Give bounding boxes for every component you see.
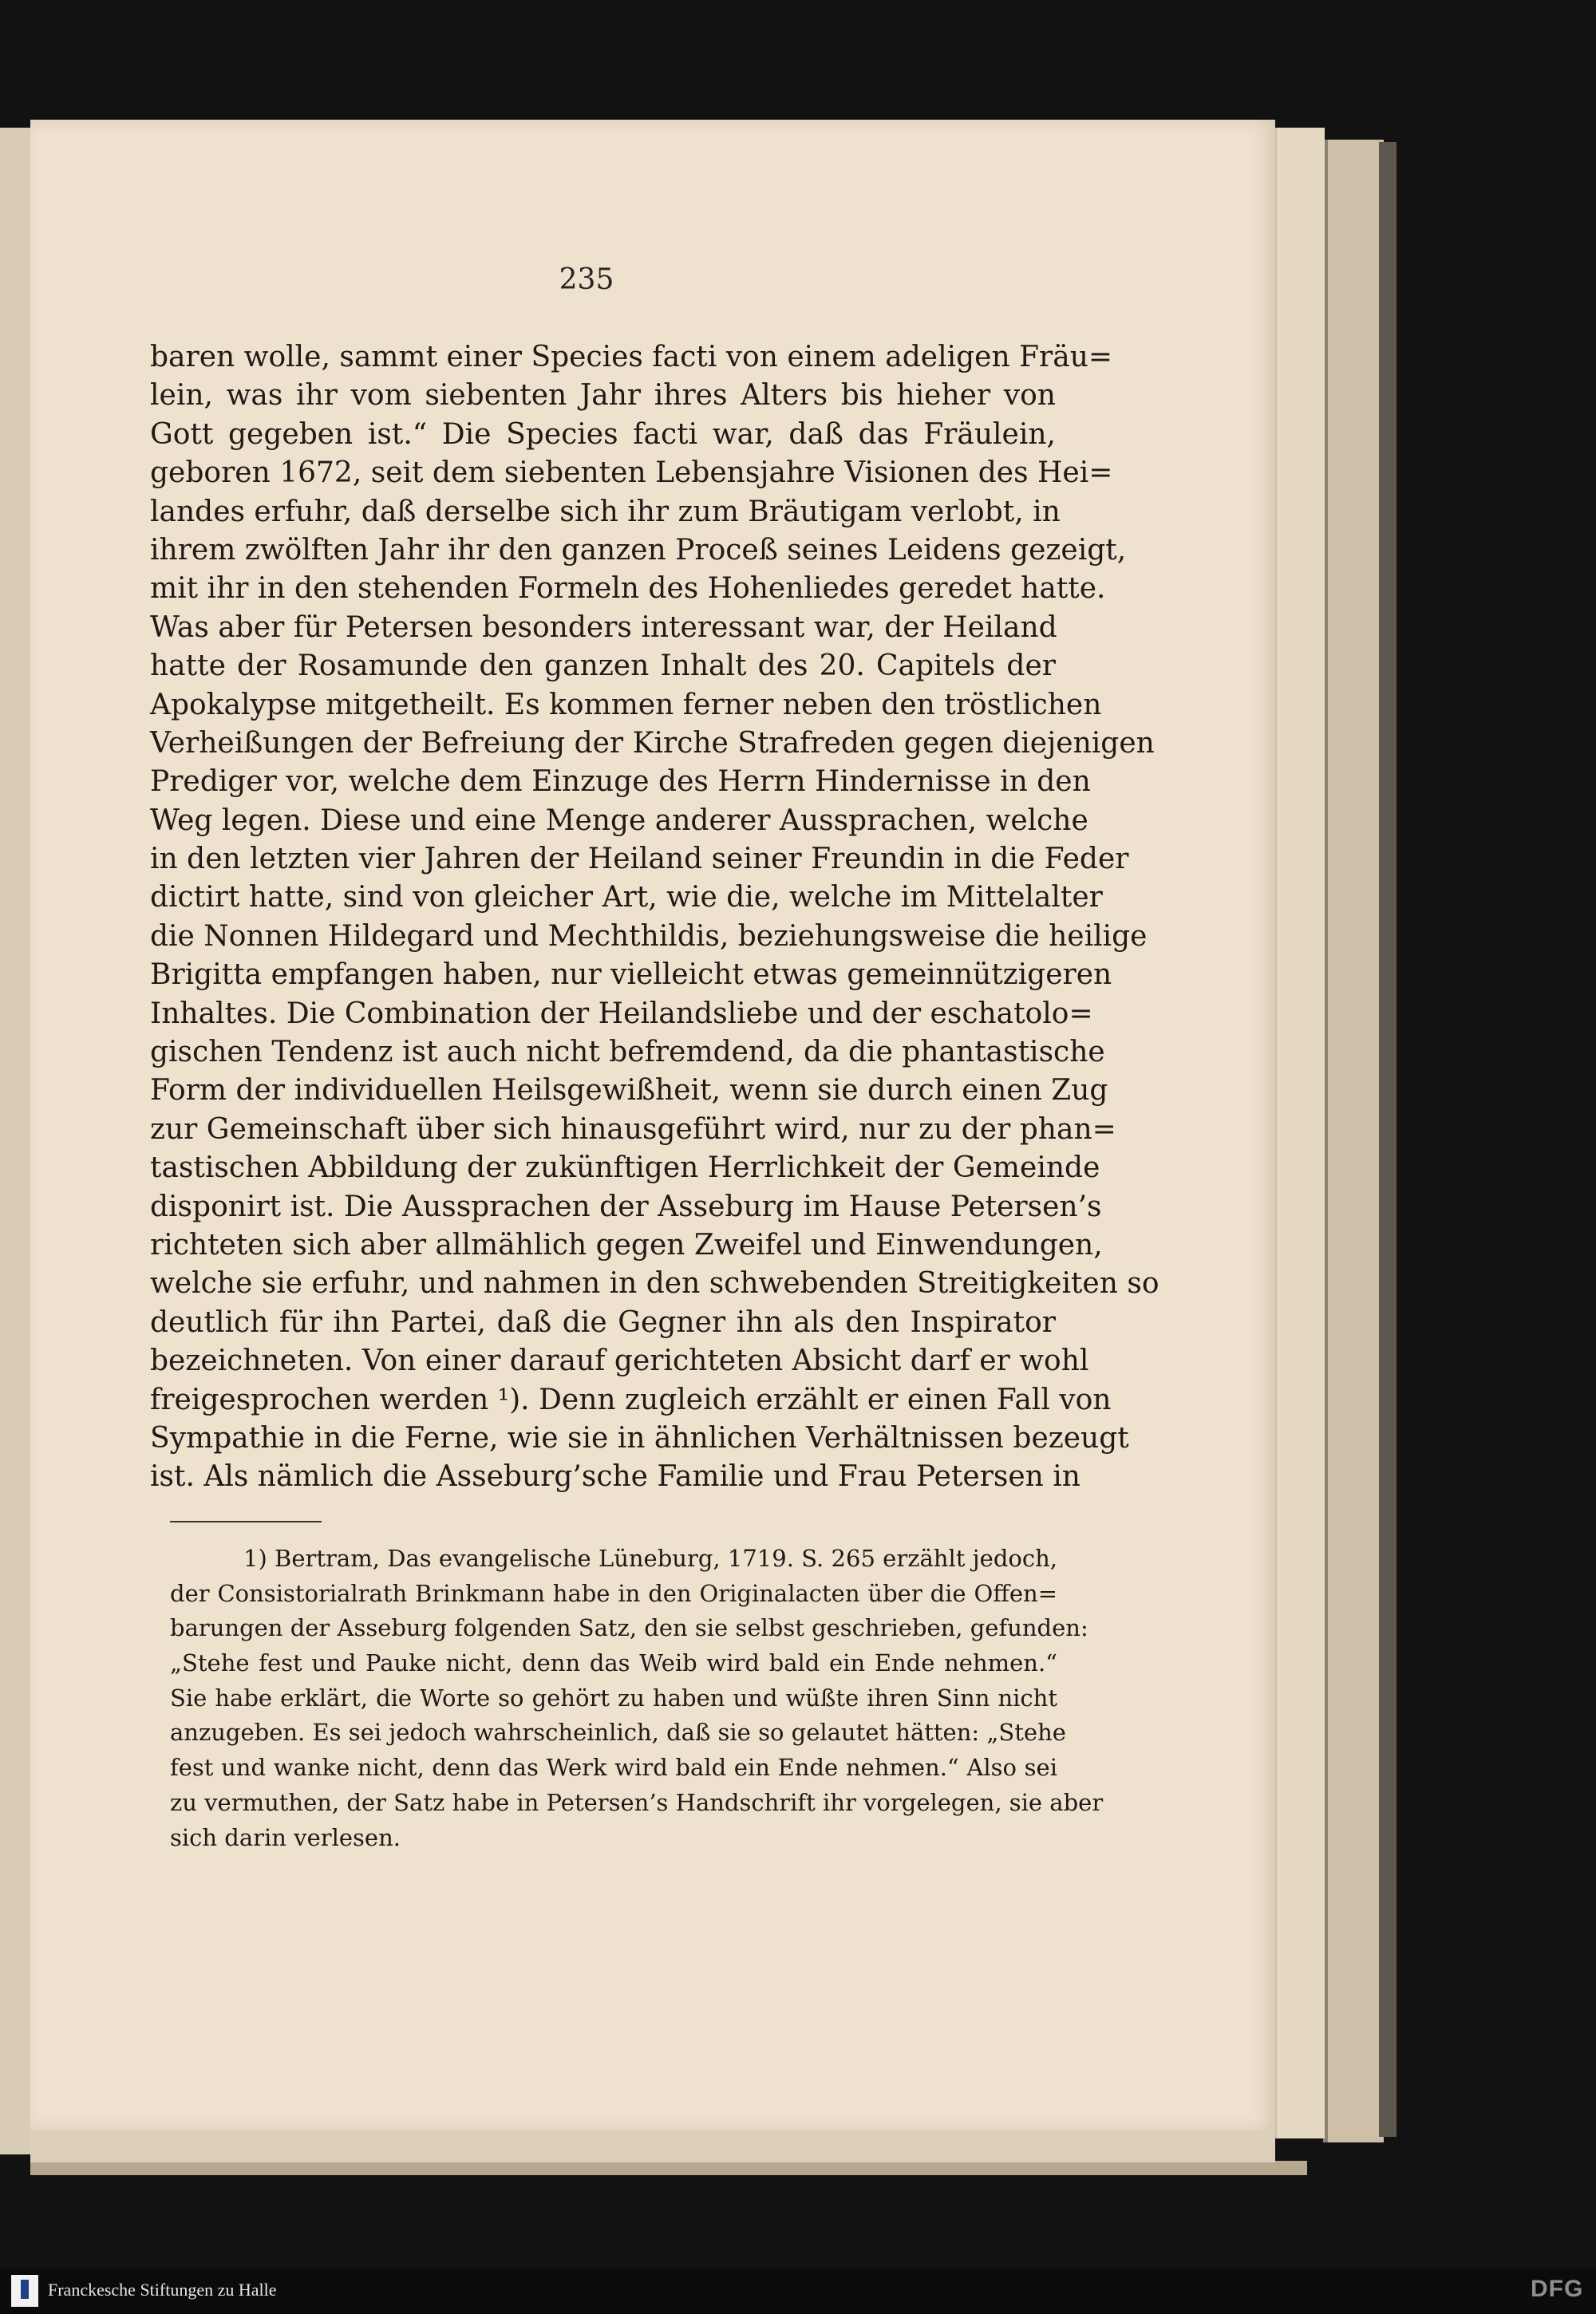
body-line: disponirt ist. Die Aussprachen der Asseburg im Hause Petersen’s — [150, 1190, 1102, 1223]
body-line: Apokalypse mitgetheilt. Es kommen ferner neben den tröstlichen — [150, 688, 1102, 721]
body-line: bezeichneten. Von einer darauf gerichteten Absicht darf er wohl — [150, 1345, 1089, 1378]
body-line: zur Gemeinschaft über sich hinausgeführt wird, nur zu der phan= — [150, 1112, 1116, 1146]
footnote-line: sich darin verlesen. — [170, 1823, 401, 1851]
footnotes — [170, 1542, 1104, 1855]
footnote-line: der Consistorialrath Brinkmann habe in den Originalacten über die Offen= — [170, 1579, 1057, 1607]
body-line: geboren 1672, seit dem siebenten Lebensjahre Visionen des Hei= — [150, 456, 1113, 490]
body-line: tastischen Abbildung der zukünftigen Herrlichkeit der Gemeinde — [150, 1151, 1100, 1185]
body-line: in den letzten vier Jahren der Heiland seiner Freundin in die Feder — [150, 843, 1129, 876]
footnote-line: anzugeben. Es sei jedoch wahrscheinlich, daß sie so gelautet hätten: „Stehe — [170, 1719, 1066, 1747]
body-line: deutlich für ihn Partei, daß die Gegner ihn als den Inspirator — [150, 1305, 1056, 1339]
body-line: Verheißungen der Befreiung der Kirche Strafreden gegen diejenigen — [150, 726, 1155, 760]
page-stack-edge — [1275, 128, 1325, 2138]
body-line: baren wolle, sammt einer Species facti von einem adeligen Fräu= — [150, 341, 1113, 373]
body-line: Inhaltes. Die Combination der Heilandsliebe und der eschatolo= — [150, 997, 1093, 1030]
footnote-divider — [170, 1521, 322, 1522]
page-number: 235 — [559, 263, 614, 296]
body-line: die Nonnen Hildegard und Mechthildis, beziehungsweise die heilige — [150, 919, 1148, 953]
footnote-line: 1) Bertram, Das evangelische Lüneburg, 1719. S. 265 erzählt jedoch, — [243, 1545, 1057, 1572]
body-line: Brigitta empfangen haben, nur vielleicht etwas gemeinnützigeren — [150, 958, 1112, 992]
left-page-edge — [0, 128, 32, 2154]
body-line: freigesprochen werden ¹). Denn zugleich erzählt er einen Fall von — [150, 1383, 1112, 1416]
book-cover-edge — [1323, 140, 1384, 2142]
body-line: welche sie erfuhr, und nahmen in den schwebenden Streitigkeiten so — [150, 1267, 1159, 1301]
book-spine-shadow — [1379, 142, 1396, 2137]
footnote-line: fest und wanke nicht, denn das Werk wird bald ein Ende nehmen.“ Also sei — [170, 1754, 1057, 1782]
body-text — [150, 338, 1159, 1497]
body-line: dictirt hatte, sind von gleicher Art, wie die, welche im Mittelalter — [150, 881, 1103, 914]
bottom-page-edge — [30, 2129, 1275, 2162]
body-line: Form der individuellen Heilsgewißheit, wenn sie durch einen Zug — [150, 1074, 1108, 1108]
body-line: gischen Tendenz ist auch nicht befremdend, da die phantastische — [150, 1036, 1105, 1069]
body-line: richteten sich aber allmählich gegen Zweifel und Einwendungen, — [150, 1228, 1103, 1262]
dfg-logo: DFG — [1531, 2276, 1584, 2302]
body-line: landes erfuhr, daß derselbe sich ihr zum Bräutigam verlobt, in — [150, 495, 1061, 528]
institution-name: Franckesche Stiftungen zu Halle — [48, 2280, 277, 2300]
bottom-cover-edge — [30, 2161, 1307, 2175]
body-line: Weg legen. Diese und eine Menge anderer Aussprachen, welche — [150, 804, 1088, 837]
body-line: Gott gegeben ist.“ Die Species facti war, daß das Fräulein, — [150, 417, 1056, 451]
footnote-line: barungen der Asseburg folgenden Satz, den sie selbst geschrieben, gefunden: — [170, 1614, 1088, 1642]
institution-logo-icon — [11, 2275, 38, 2307]
body-line: Was aber für Petersen besonders interessant war, der Heiland — [150, 610, 1057, 644]
body-line: Sympathie in die Ferne, wie sie in ähnlichen Verhältnissen bezeugt — [150, 1421, 1129, 1455]
body-line: mit ihr in den stehenden Formeln des Hohenliedes geredet hatte. — [150, 572, 1106, 606]
body-line: ihrem zwölften Jahr ihr den ganzen Proceß seines Leidens gezeigt, — [150, 533, 1127, 567]
footnote-line: „Stehe fest und Pauke nicht, denn das Weib wird bald ein Ende nehmen.“ — [170, 1649, 1057, 1677]
body-line: lein, was ihr vom siebenten Jahr ihres Alters bis hieher von — [150, 379, 1056, 413]
footnote-line: Sie habe erklärt, die Worte so gehört zu haben und wüßte ihren Sinn nicht — [170, 1684, 1057, 1712]
footnote-line: zu vermuthen, der Satz habe in Petersen’s Handschrift ihr vorgelegen, sie aber — [170, 1788, 1104, 1816]
body-line: Prediger vor, welche dem Einzuge des Herrn Hindernisse in den — [150, 765, 1091, 799]
body-line: ist. Als nämlich die Asseburg’sche Familie und Frau Petersen in — [150, 1460, 1080, 1494]
body-line: hatte der Rosamunde den ganzen Inhalt des 20. Capitels der — [150, 650, 1056, 683]
